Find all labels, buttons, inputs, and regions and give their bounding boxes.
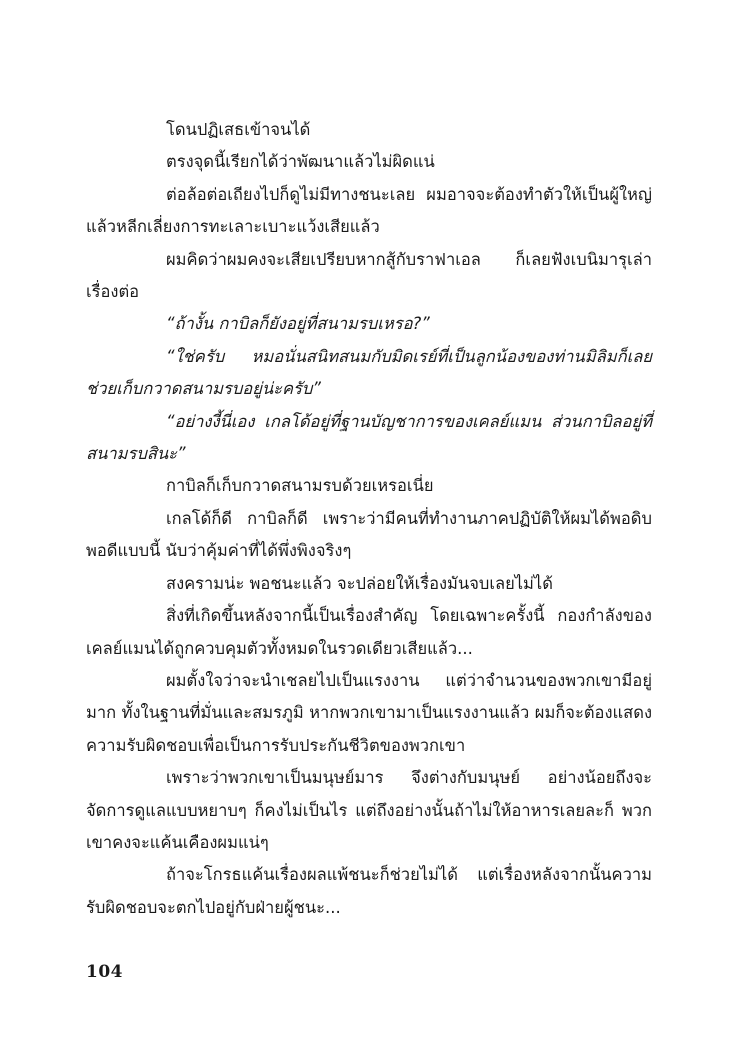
page-number: 104	[86, 962, 123, 982]
body-text	[86, 114, 652, 924]
dialogue-paragraph: “ถ้างั้น กาบิลก็ยังอยู่ที่สนามรบเหรอ?”	[166, 314, 430, 334]
paragraph: เพราะว่าพวกเขาเป็นมนุษย์มาร จึงต่างกับมนุษย์ อย่างน้อยถึงจะจัดการดูแลแบบหยาบๆ ก็คงไม่เป็นไร แต่ถึงอย่างนั้นถ้าไม่ให้อาหารเลยละก็ พวกเขาคงจะแค้นเคืองผมแน่ๆ	[86, 768, 652, 852]
paragraph: กาบิลก็เก็บกวาดสนามรบด้วยเหรอเนี่ย	[166, 476, 434, 496]
paragraph: โดนปฏิเสธเข้าจนได้	[166, 120, 311, 139]
paragraph: ตรงจุดนี้เรียกได้ว่าพัฒนาแล้วไม่ผิดแน่	[166, 152, 435, 172]
paragraph: สงครามน่ะ พอชนะแล้ว จะปล่อยให้เรื่องมันจบเลยไม่ได้	[166, 573, 553, 593]
dialogue-paragraph: “อย่างงี้นี่เอง เกลโด้อยู่ที่ฐานบัญชาการของเคลย์แมน ส่วนกาบิลอยู่ที่สนามรบสินะ”	[86, 411, 652, 464]
dialogue-paragraph: “ใช่ครับ หมอนั่นสนิทสนมกับมิดเรย์ที่เป็นลูกน้องของท่านมิลิมก็เลยช่วยเก็บกวาดสนามรบอยู่น่ะครับ”	[86, 346, 652, 399]
paragraph: สิ่งที่เกิดขึ้นหลังจากนี้เป็นเรื่องสำคัญ โดยเฉพาะครั้งนี้ กองกำลังของเคลย์แมนได้ถูกควบคุมตัวทั้งหมดในรวดเดียวเสียแล้ว...	[86, 606, 652, 658]
paragraph: ต่อล้อต่อเถียงไปก็ดูไม่มีทางชนะเลย ผมอาจจะต้องทำตัวให้เป็นผู้ใหญ่ แล้วหลีกเลี่ยงการทะเลาะเบาะแว้งเสียแล้ว	[86, 184, 652, 237]
paragraph: ผมตั้งใจว่าจะนำเชลยไปเป็นแรงงาน แต่ว่าจำนวนของพวกเขามีอยู่มาก ทั้งในฐานที่มั่นและสมรภูมิ หากพวกเขามาเป็นแรงงานแล้ว ผมก็จะต้องแสดงความรับผิดชอบเพื่อเป็นการรับประกันชีวิตของพวกเขา	[86, 670, 652, 755]
paragraph: ถ้าจะโกรธแค้นเรื่องผลแพ้ชนะก็ช่วยไม่ได้ แต่เรื่องหลังจากนั้นความรับผิดชอบจะตกไปอยู่กับฝ่ายผู้ชนะ...	[86, 865, 652, 917]
paragraph: ผมคิดว่าผมคงจะเสียเปรียบหากสู้กับราฟาเอล ก็เลยฟังเบนิมารุเล่าเรื่องต่อ	[86, 249, 652, 302]
paragraph: เกลโด้ก็ดี กาบิลก็ดี เพราะว่ามีคนที่ทำงานภาคปฏิบัติให้ผมได้พอดิบพอดีแบบนี้ นับว่าคุ้มค่าที่ได้พึ่งพิงจริงๆ	[86, 508, 652, 561]
